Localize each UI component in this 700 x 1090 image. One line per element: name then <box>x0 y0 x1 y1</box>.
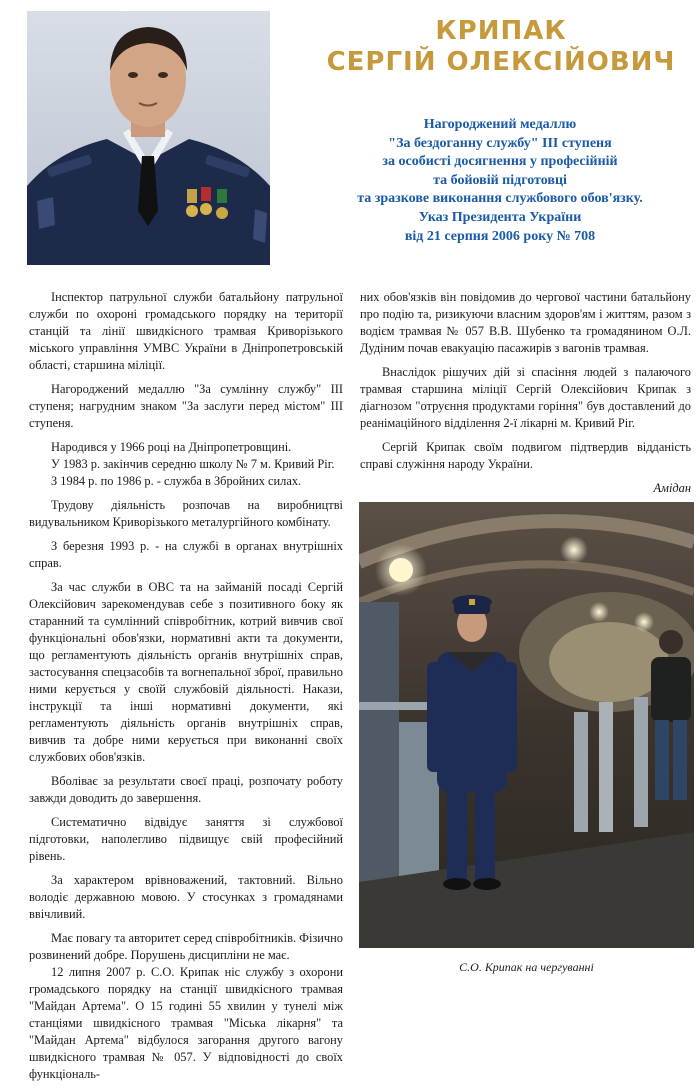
paragraph: Систематично відвідує заняття зі службової підготовки, наполегливо підвищує свій професійний рівень. <box>29 815 343 863</box>
paragraph: Сергій Крипак своїм подвигом підтвердив відданість справі служіння народу України. <box>360 440 691 471</box>
name-line-surname: КРИПАК <box>435 16 567 46</box>
author-signature: Амідан <box>653 481 691 495</box>
paragraph: Народився у 1966 році на Дніпропетровщині. <box>51 440 292 454</box>
paragraph: Інспектор патрульної служби батальйону патрульної служби по охороні громадського порядку на території станцій та лінії швидкісного трамвая Криворізького міського управління УМВС України в Дніпропетровській області, старшина міліції. <box>29 290 343 372</box>
award-line: Нагороджений медаллю <box>423 117 577 132</box>
paragraph: За час служби в ОВС та на займаній посаді Сергій Олексійович зарекомендував себе з позитивного боку як старанний та сумлінний співробітник, котрий вивчив свої функціональні обов'язки, нормативні акти та документи, що регламентують діяльність органів внутрішніх справ, застосування спецзасобів та вогнепальної зброї, правильно ними керується у своїй службовій діяльності. Накази, інструкції та інші нормативні документи, які регламентують діяльність органів внутрішніх справ, вивчив та добре ними керується при виконанні своїх службових обов'язків. <box>29 580 343 764</box>
award-statement <box>300 116 700 246</box>
award-line: "За бездоганну службу" ІІІ ступеня <box>388 135 612 151</box>
photo-caption: С.О. Крипак на чергуванні <box>459 960 594 974</box>
award-line: за особисті досягнення у професійній <box>382 154 618 170</box>
paragraph: 12 липня 2007 р. С.О. Крипак ніс службу з охорони громадського порядку на станції швидкісного трамвая "Майдан Артема". О 15 годині 55 хвилин у тунелі між станціями швидкісного трамвая "Міська лікарня" та "Майдан Артема" відбулося загорання другого вагону швидкісного трамвая № 057. У відповідності до своїх функціональ- <box>29 965 343 1081</box>
portrait-photo <box>27 11 270 265</box>
paragraph: З березня 1993 р. - на службі в органах внутрішніх справ. <box>29 539 343 570</box>
paragraph: Трудову діяльність розпочав на виробництві видувальником Криворізького металургійного комбінату. <box>29 498 343 529</box>
paragraph: Вболіває за результати своєї праці, розпочату роботу завжди доводить до завершення. <box>29 774 343 805</box>
paragraph: Має повагу та авторитет серед співробітників. Фізично розвинений добре. Порушень дисципліни не має. <box>29 931 343 962</box>
duty-photo <box>359 502 694 948</box>
paragraph: Нагороджений медаллю "За сумлінну службу" ІІІ ступеня; нагрудним знаком "За заслуги перед містом" ІІІ ступеня. <box>29 382 343 430</box>
name-line-given: СЕРГІЙ ОЛЕКСІЙОВИЧ <box>326 47 676 77</box>
article-column-left <box>29 289 343 1090</box>
paragraph: За характером врівноважений, тактовний. Вільно володіє державною мовою. У стосунках з громадянами ввічливий. <box>29 873 343 921</box>
paragraph: У 1983 р. закінчив середню школу № 7 м. Кривий Ріг. <box>51 457 335 471</box>
paragraph: них обов'язків він повідомив до чергової частини батальйону про подію та, ризикуючи власним здоров'ям і життям, разом з водієм трамвая № 057 В.В. Шубенко та громадянином О.Л. Дудіним почав евакуацію пасажирів з вагонів трамвая. <box>360 290 691 355</box>
award-line: від 21 серпня 2006 року № 708 <box>404 228 596 244</box>
person-name-title <box>316 16 686 78</box>
paragraph: З 1984 р. по 1986 р. - служба в Збройних силах. <box>51 474 302 488</box>
award-line: та зразкове виконання службового обов'язку. <box>357 191 643 207</box>
award-line: Указ Президента України <box>418 209 582 225</box>
paragraph: Внаслідок рішучих дій зі спасіння людей з палаючого трамвая старшина міліції Сергій Олексійович Крипак з діагнозом "отруєння продуктами горіння" був доставлений до реанімаційного відділення 2-ї лікарні м. Кривий Ріг. <box>360 365 691 430</box>
article-column-right <box>360 289 691 504</box>
award-line: та бойовій підготовці <box>433 172 567 188</box>
